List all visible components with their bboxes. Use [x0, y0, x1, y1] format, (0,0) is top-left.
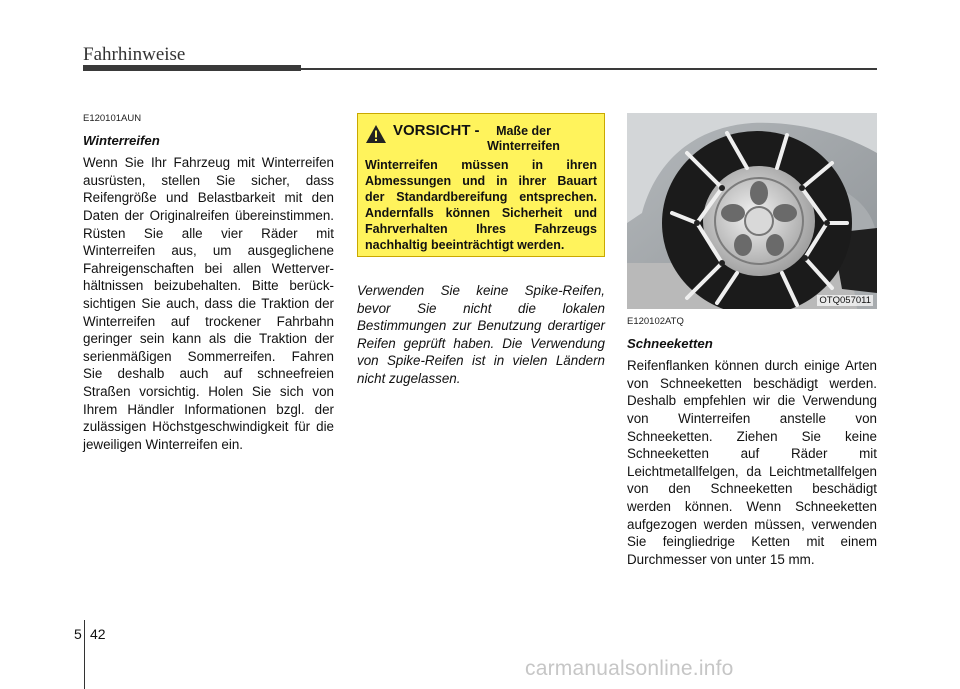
text-line: Bestimmungen zur Benutzung derartiger [357, 318, 605, 334]
section-heading: Schneeketten [627, 335, 713, 351]
text-line: Abmessungen und in ihrer Bauart [365, 174, 597, 188]
section-code: E120102ATQ [627, 316, 684, 327]
text-line: aufgezogen werden müssen, verwenden [627, 516, 877, 532]
right-body-text [627, 357, 877, 568]
footer-divider [84, 620, 85, 689]
section-number: 5 [74, 626, 82, 642]
header-rule-thick [83, 65, 301, 71]
middle-column [357, 282, 605, 388]
header-rule-thin [301, 68, 877, 70]
text-line: Rüsten Sie alle vier Räder mit [83, 225, 334, 241]
text-line: Winterreifen müssen in ihren [365, 158, 597, 172]
text-line: serienmäßigen Sommerreifen. Fahren [83, 348, 334, 364]
snow-chain-photo [627, 113, 877, 309]
text-line: ausrüsten, stellen Sie sicher, dass [83, 172, 334, 188]
text-line: der Standardbereifung entsprechen. [365, 190, 597, 204]
text-line: von den Schneeketten beschädigt [627, 481, 877, 497]
caution-dash: - [474, 122, 480, 139]
text-line: von Schneeketten beschädigt werden. [627, 375, 877, 391]
text-line: Winterreifen aus, um ausgeglichene [83, 243, 334, 259]
text-line: nachhaltig beeinträchtigt werden. [365, 238, 565, 252]
text-line: Daten der Originalreifen übereinstimmen. [83, 207, 334, 223]
text-line: Reifenflanken können durch einige Arten [627, 358, 877, 374]
caution-header [365, 122, 597, 154]
text-line: werden können. Wenn Schneeketten [627, 498, 877, 514]
text-line: zulässigen Höchstgeschwindigkeit für die [83, 419, 334, 435]
text-line: Fahrverhalten Ihres Fahrzeugs [365, 222, 597, 236]
text-line: geringer sein kann als die Traktion der [83, 331, 334, 347]
caution-box [357, 113, 605, 257]
section-code: E120101AUN [83, 113, 142, 124]
watermark: carmanualsonline.info [525, 657, 734, 680]
text-line: Andernfalls können Sicherheit und [365, 206, 597, 220]
left-body-text [83, 154, 334, 453]
text-line: Ihrem Händler Informationen bzgl. der [83, 401, 334, 417]
text-line: Reifengröße und Belastbarkeit mit den [83, 190, 334, 206]
text-line: von Spike-Reifen ist in vielen Ländern [357, 353, 605, 369]
right-column [627, 313, 877, 568]
page-header-title: Fahrhinweise [83, 44, 186, 65]
caution-label: VORSICHT [393, 122, 471, 139]
section-heading: Winterreifen [83, 132, 160, 148]
text-line: von Winterreifen anstelle von [627, 410, 877, 426]
wheel-with-chain-illustration [627, 113, 877, 309]
text-line: Durchmesser von unter 15 mm. [627, 551, 815, 567]
text-line: jeweiligen Winterreifen ein. [83, 436, 244, 452]
text-line: Leichtmetallfelgen, da Leichtmetallfelgen [627, 463, 877, 479]
caution-body [365, 157, 597, 253]
text-line: Sie deshalb auch auf schneefreien [83, 366, 334, 382]
text-line: hältnissen beizubehalten. Bitte berück- [83, 278, 334, 294]
text-line: Straßen vorsichtig. Holen Sie sich von [83, 383, 334, 399]
text-line: Fahreigenschaften bei allen Wetterver- [83, 260, 334, 276]
left-column [83, 110, 334, 453]
text-line: nicht zugelassen. [357, 370, 461, 386]
caution-title: Maße der Winterreifen [487, 124, 560, 153]
text-line: Sie feingliedrige Ketten mit einem [627, 534, 877, 550]
photo-caption: OTQ057011 [819, 295, 871, 306]
text-line: Winterreifen auf trockener Fahrbahn [83, 313, 334, 329]
text-line: Verwenden Sie keine Spike-Reifen, [357, 283, 605, 298]
text-line: Schneeketten. Ziehen Sie keine [627, 428, 877, 444]
text-line: Schneeketten auf Räder mit [627, 446, 877, 462]
text-line: bevor Sie nicht die lokalen [357, 300, 605, 316]
text-line: sichtigen Sie auch, dass die Traktion der [83, 295, 334, 311]
text-line: Deshalb empfehlen wir die Verwendung [627, 393, 877, 409]
text-line: Wenn Sie Ihr Fahrzeug mit Winterreifen [83, 155, 334, 171]
text-line: Reifen geprüft haben. Die Verwendung [357, 335, 605, 351]
page-number: 42 [90, 626, 106, 642]
warning-triangle-icon [365, 124, 387, 144]
